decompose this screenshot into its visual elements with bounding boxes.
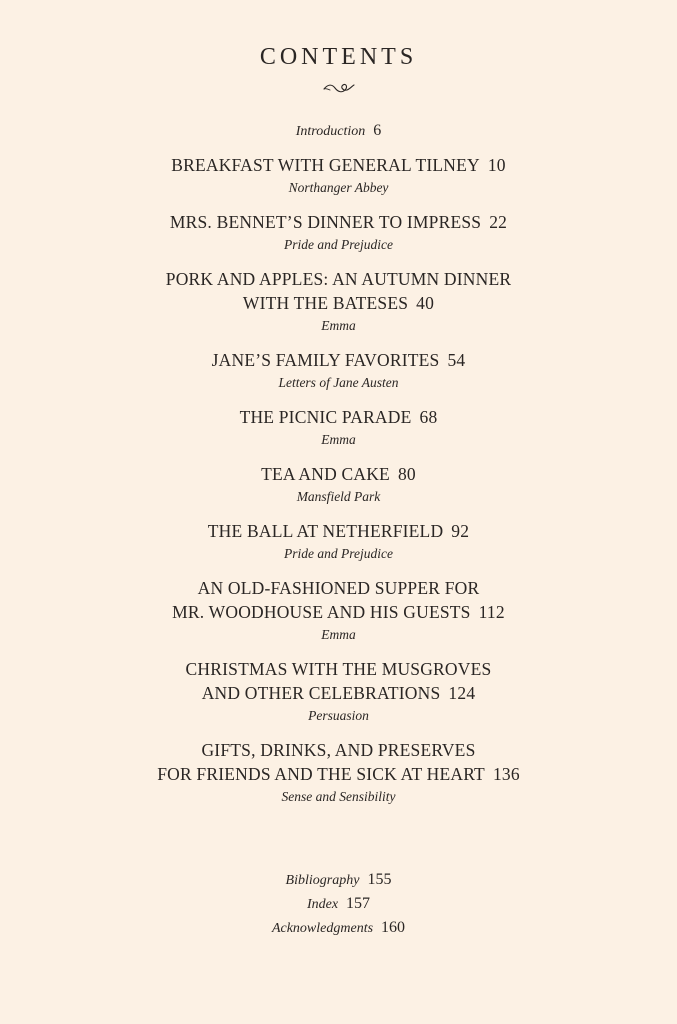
toc-chapter-entry[interactable] xyxy=(0,576,677,646)
toc-chapter-title-line xyxy=(0,762,677,786)
toc-chapter-entry[interactable] xyxy=(0,348,677,394)
toc-back-matter-entry[interactable] xyxy=(0,868,677,892)
toc-back-matter-page: 155 xyxy=(367,871,392,888)
toc-chapter-title: THE BALL AT NETHERFIELD xyxy=(207,521,444,541)
toc-chapter-page: 10 xyxy=(487,155,506,175)
toc-chapter-title: BREAKFAST WITH GENERAL TILNEY xyxy=(171,155,480,175)
toc-chapter-source: Northanger Abbey xyxy=(288,180,389,195)
toc-chapter-source: Emma xyxy=(321,432,356,447)
toc-chapter-title: AND OTHER CELEBRATIONS xyxy=(201,683,441,703)
toc-chapter-title-line xyxy=(0,738,677,762)
toc-chapter-title: CHRISTMAS WITH THE MUSGROVES xyxy=(185,659,492,679)
toc-chapter-title-line xyxy=(0,600,677,624)
toc-chapter-entry[interactable] xyxy=(0,738,677,808)
toc-chapter-entry[interactable] xyxy=(0,462,677,508)
toc-chapter-page: 80 xyxy=(397,464,416,484)
toc-chapter-page: 112 xyxy=(478,602,505,622)
toc-chapter-title: JANE’S FAMILY FAVORITES xyxy=(211,350,440,370)
toc-chapter-title-line xyxy=(0,576,677,600)
toc-chapter-source: Pride and Prejudice xyxy=(284,237,393,252)
toc-chapter-source: Sense and Sensibility xyxy=(281,789,396,804)
toc-back-matter xyxy=(0,868,677,940)
toc-back-matter-page: 160 xyxy=(381,919,406,936)
toc-chapter-title: FOR FRIENDS AND THE SICK AT HEART xyxy=(157,764,485,784)
toc-chapter-title: TEA AND CAKE xyxy=(261,464,390,484)
toc-back-matter-entry[interactable] xyxy=(0,916,677,940)
toc-back-matter-label: Bibliography xyxy=(285,873,360,888)
toc-back-matter-label: Index xyxy=(306,897,339,912)
toc-chapter-entry[interactable] xyxy=(0,405,677,451)
toc-chapter-title-line xyxy=(0,267,677,291)
toc-chapter-entry[interactable] xyxy=(0,153,677,199)
toc-chapter-source: Persuasion xyxy=(308,708,369,723)
toc-chapter-title: THE PICNIC PARADE xyxy=(239,407,412,427)
toc-chapter-title-line xyxy=(0,462,677,486)
toc-chapter-title: MR. WOODHOUSE AND HIS GUESTS xyxy=(172,602,471,622)
toc-chapter-entry[interactable] xyxy=(0,519,677,565)
toc-chapter-source: Letters of Jane Austen xyxy=(278,375,399,390)
toc-chapter-page: 68 xyxy=(419,407,438,427)
toc-chapter-title-line xyxy=(0,405,677,429)
toc-chapter-page: 124 xyxy=(448,683,476,703)
flourish-ornament-icon xyxy=(322,80,356,96)
toc-chapter-title-line xyxy=(0,291,677,315)
toc-chapter-title: WITH THE BATESES xyxy=(242,293,409,313)
toc-chapter-page: 92 xyxy=(451,521,470,541)
toc-chapter-title-line xyxy=(0,519,677,543)
toc-chapter-title-line xyxy=(0,657,677,681)
toc-chapter-title-line xyxy=(0,348,677,372)
toc-chapter-title-line xyxy=(0,210,677,234)
toc-back-matter-entry[interactable] xyxy=(0,892,677,916)
toc-intro-entry[interactable] xyxy=(0,120,677,143)
toc-chapter-page: 22 xyxy=(489,212,508,232)
toc-back-matter-page: 157 xyxy=(346,895,371,912)
toc-chapter-title-line xyxy=(0,681,677,705)
table-of-contents xyxy=(0,120,677,819)
toc-chapter-entry[interactable] xyxy=(0,657,677,727)
toc-intro-page: 6 xyxy=(373,122,382,139)
toc-chapter-page: 136 xyxy=(492,764,520,784)
toc-chapter-title: PORK AND APPLES: AN AUTUMN DINNER xyxy=(165,269,512,289)
page-title: CONTENTS xyxy=(259,44,418,70)
toc-chapter-entry[interactable] xyxy=(0,267,677,337)
toc-back-matter-label: Acknowledgments xyxy=(271,921,374,936)
toc-chapter-title: GIFTS, DRINKS, AND PRESERVES xyxy=(201,740,476,760)
toc-chapter-source: Emma xyxy=(321,627,356,642)
toc-intro-label: Introduction xyxy=(295,124,366,139)
toc-chapter-source: Emma xyxy=(321,318,356,333)
toc-chapter-title: MRS. BENNET’S DINNER TO IMPRESS xyxy=(169,212,482,232)
toc-chapter-page: 54 xyxy=(447,350,466,370)
toc-chapter-source: Pride and Prejudice xyxy=(284,546,393,561)
toc-chapter-title: AN OLD-FASHIONED SUPPER FOR xyxy=(197,578,480,598)
toc-chapter-list xyxy=(0,153,677,808)
toc-chapter-entry[interactable] xyxy=(0,210,677,256)
toc-chapter-title-line xyxy=(0,153,677,177)
toc-chapter-source: Mansfield Park xyxy=(296,489,381,504)
toc-chapter-page: 40 xyxy=(416,293,435,313)
